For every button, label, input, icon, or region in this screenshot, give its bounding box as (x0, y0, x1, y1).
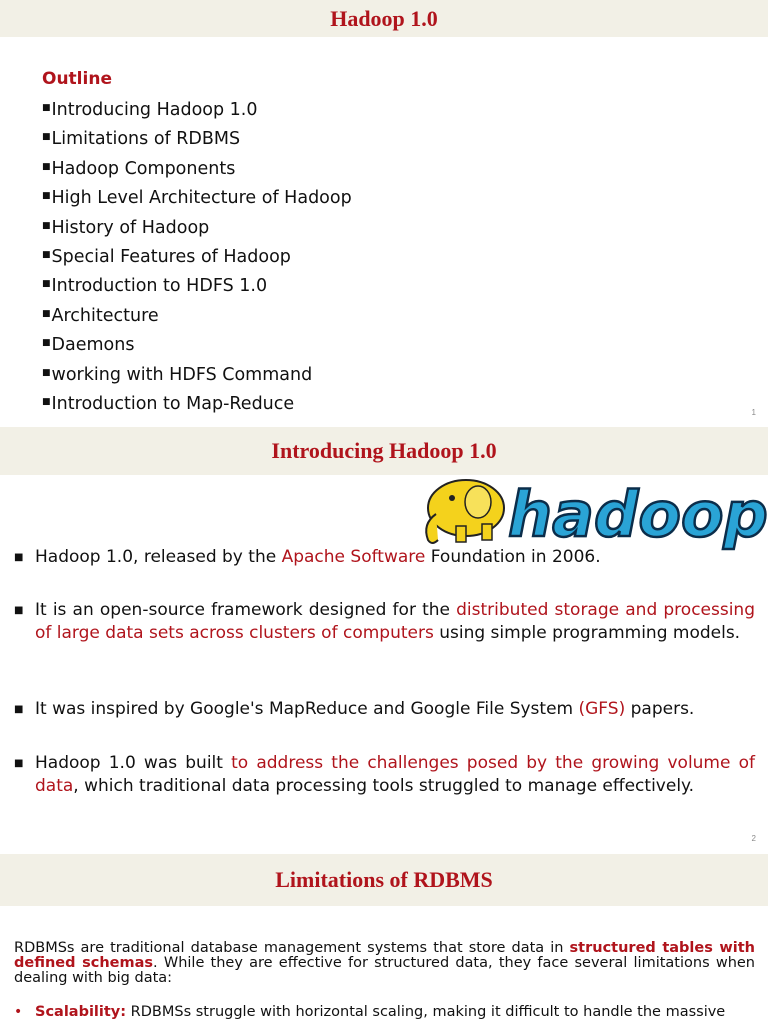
outline-item: ■High Level Architecture of Hadoop (42, 188, 352, 209)
slide3-title: Limitations of RDBMS (275, 867, 493, 892)
intro-paragraph: RDBMSs are traditional database management systems that store data in structured tables with defined schemas. While they are effective for structured data, they face several limitations when dealing with big data: (14, 940, 755, 986)
slide3-title-bar (0, 854, 768, 906)
bullet-item: ■ Hadoop 1.0 was built to address the challenges posed by the growing volume of data, which traditional data processing tools struggled to manage effectively. (14, 753, 755, 796)
square-bullet-icon: ■ (42, 161, 51, 172)
outline-item: ■Introducing Hadoop 1.0 (42, 100, 258, 120)
outline-heading: Outline (42, 69, 112, 89)
square-bullet-icon: ■ (42, 220, 51, 231)
bullet-item: ■ It was inspired by Google's MapReduce and Google File System (GFS) papers. (14, 699, 695, 719)
outline-item: ■Architecture (42, 305, 159, 326)
outline-item: ■Limitations of RDBMS (42, 129, 241, 150)
bullet-item: • Scalability: RDBMSs struggle with horizontal scaling, making it difficult to handle the massive (14, 1004, 726, 1020)
square-bullet-icon: ■ (42, 367, 51, 378)
hadoop-logo (416, 474, 768, 554)
square-bullet-icon: ■ (42, 250, 51, 261)
square-bullet-icon: ■ (42, 308, 51, 319)
outline-item: ■Introduction to HDFS 1.0 (42, 276, 268, 297)
slide1-title-bar (0, 0, 768, 37)
square-bullet-icon: ■ (14, 704, 24, 715)
outline-item: ■Introduction to Map-Reduce (42, 394, 295, 415)
square-bullet-icon: ■ (42, 103, 51, 113)
outline-item: ■History of Hadoop (42, 217, 210, 238)
outline-list (42, 95, 352, 418)
outline-item: ■Hadoop Components (42, 158, 236, 179)
square-bullet-icon: ■ (42, 397, 51, 408)
slide1-page-number: 1 (751, 408, 756, 417)
square-bullet-icon: ■ (14, 552, 24, 563)
slide2-title: Introducing Hadoop 1.0 (271, 438, 497, 463)
bullet-item: ■ It is an open-source framework designed for the distributed storage and processing of large data sets across clusters of computers using simple programming models. (14, 600, 755, 643)
square-bullet-icon: ■ (14, 605, 24, 616)
hadoop-logo-text: hadoop (508, 478, 768, 551)
outline-item: ■working with HDFS Command (42, 364, 313, 385)
outline-item: ■Special Features of Hadoop (42, 247, 291, 268)
round-bullet-icon: • (14, 1004, 23, 1020)
square-bullet-icon: ■ (42, 338, 51, 349)
slide1-title: Hadoop 1.0 (330, 5, 438, 31)
square-bullet-icon: ■ (42, 191, 51, 202)
slide2-title-bar (0, 427, 768, 475)
square-bullet-icon: ■ (14, 758, 24, 769)
square-bullet-icon: ■ (42, 132, 51, 143)
square-bullet-icon: ■ (42, 279, 51, 290)
bullet-item: ■ Hadoop 1.0, released by the Apache Software Foundation in 2006. (14, 547, 601, 567)
outline-item: ■Daemons (42, 335, 135, 356)
slide2-page-number: 2 (751, 834, 756, 843)
bullet-label: Scalability: (35, 1004, 127, 1020)
hadoop-elephant-icon (426, 480, 504, 543)
